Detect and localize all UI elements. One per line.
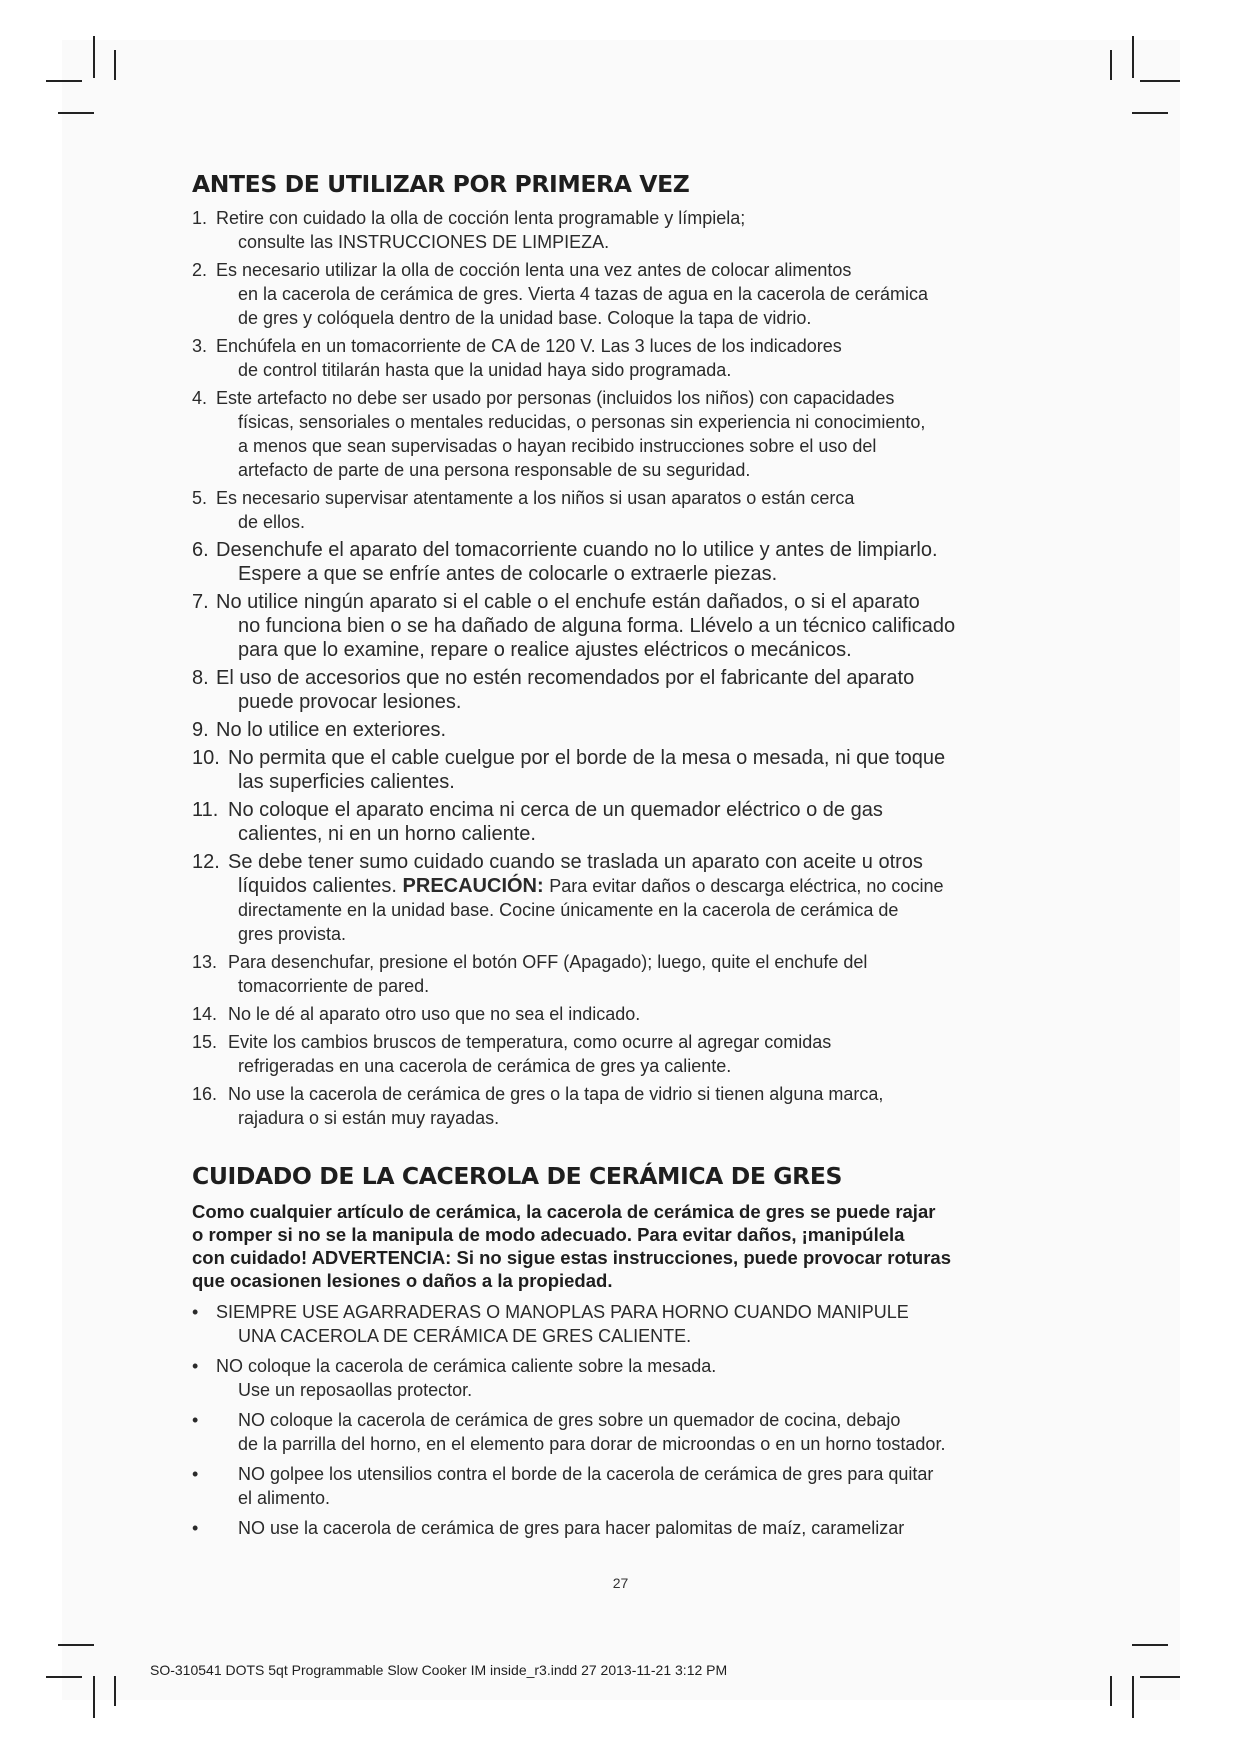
item-number: 16. — [192, 1084, 218, 1104]
item-number: 6. — [192, 539, 209, 561]
crop-mark — [114, 50, 116, 80]
bullet-item — [192, 1408, 1052, 1456]
item-text: rajadura o si están muy rayadas. — [238, 1108, 500, 1128]
document-content — [192, 170, 1052, 1546]
item-text: las superficies calientes. — [238, 771, 455, 793]
list-item — [192, 950, 1052, 998]
bullet-text: de la parrilla del horno, en el elemento para dorar de microondas o en un horno tostador. — [238, 1434, 946, 1454]
list-item — [192, 666, 1052, 714]
item-text: No lo utilice en exteriores. — [216, 719, 447, 741]
bullet-text: el alimento. — [238, 1488, 331, 1508]
bullet-item — [192, 1354, 1052, 1402]
bullet-text: NO coloque la cacerola de cerámica caliente sobre la mesada. — [216, 1356, 717, 1376]
item-number: 8. — [192, 667, 209, 689]
crop-mark — [1140, 80, 1180, 82]
bullet-text: UNA CACEROLA DE CERÁMICA DE GRES CALIENTE. — [238, 1326, 692, 1346]
crop-mark — [1132, 36, 1134, 78]
item-number: 11. — [192, 799, 219, 821]
item-text: Espere a que se enfríe antes de colocarle o extraerle piezas. — [238, 563, 778, 585]
item-text: Es necesario supervisar atentamente a los niños si usan aparatos o están cerca — [216, 488, 855, 508]
section-title-antes: ANTES DE UTILIZAR POR PRIMERA VEZ — [192, 170, 690, 198]
list-item — [192, 386, 1052, 482]
item-text: Para desenchufar, presione el botón OFF (Apagado); luego, quite el enchufe del — [228, 952, 868, 972]
item-text: Desenchufe el aparato del tomacorriente cuando no lo utilice y antes de limpiarlo. — [216, 539, 938, 561]
list-item — [192, 746, 1052, 794]
list-item — [192, 486, 1052, 534]
list-item — [192, 538, 1052, 586]
item-text: físicas, sensoriales o mentales reducidas, o personas sin experiencia ni conocimiento, — [238, 412, 926, 432]
item-text: No permita que el cable cuelgue por el borde de la mesa o mesada, ni que toque — [228, 747, 946, 769]
item-text: gres provista. — [238, 924, 347, 944]
crop-mark — [1132, 1644, 1168, 1646]
crop-mark — [1140, 1676, 1180, 1678]
item-number: 7. — [192, 591, 209, 613]
item-text: No le dé al aparato otro uso que no sea el indicado. — [228, 1004, 641, 1024]
item-text: artefacto de parte de una persona responsable de su seguridad. — [238, 460, 751, 480]
crop-mark — [93, 1676, 95, 1718]
item-text: calientes, ni en un horno caliente. — [238, 823, 536, 845]
item-text: Se debe tener sumo cuidado cuando se traslada un aparato con aceite u otros — [228, 851, 923, 873]
item-number: 13. — [192, 952, 218, 972]
list-item — [192, 718, 1052, 742]
item-number: 14. — [192, 1004, 218, 1024]
item-text: No coloque el aparato encima ni cerca de un quemador eléctrico o de gas — [228, 799, 883, 821]
list-item — [192, 258, 1052, 330]
item-text: de ellos. — [238, 512, 306, 532]
item-text: El uso de accesorios que no estén recomendados por el fabricante del aparato — [216, 667, 915, 689]
list-item — [192, 1002, 1052, 1026]
list-item — [192, 850, 1052, 946]
item-text: consulte las INSTRUCCIONES DE LIMPIEZA. — [238, 232, 610, 252]
warning-intro — [192, 1200, 1052, 1292]
instructions-list — [192, 206, 1052, 1130]
item-text: de gres y colóquela dentro de la unidad base. Coloque la tapa de vidrio. — [238, 308, 812, 328]
list-item — [192, 1082, 1052, 1130]
item-text: Este artefacto no debe ser usado por personas (incluidos los niños) con capacidades — [216, 388, 895, 408]
item-number: 10. — [192, 747, 220, 769]
item-text — [238, 874, 1052, 898]
bullet-item — [192, 1300, 1052, 1348]
crop-mark — [1132, 112, 1168, 114]
precaution-label: PRECAUCIÓN: — [402, 875, 544, 897]
item-text-segment: líquidos calientes. — [238, 875, 397, 897]
item-number: 1. — [192, 208, 208, 228]
bullet-text: NO use la cacerola de cerámica de gres para hacer palomitas de maíz, caramelizar — [238, 1518, 905, 1538]
bullet-text: NO coloque la cacerola de cerámica de gres sobre un quemador de cocina, debajo — [238, 1410, 901, 1430]
page-number: 27 — [612, 1575, 629, 1591]
intro-line: Como cualquier artículo de cerámica, la cacerola de cerámica de gres se puede rajar — [192, 1201, 936, 1222]
item-number: 15. — [192, 1032, 218, 1052]
intro-line: o romper si no se la manipula de modo adecuado. Para evitar daños, ¡manipúlela — [192, 1224, 905, 1245]
item-text: Evite los cambios bruscos de temperatura, como ocurre al agregar comidas — [228, 1032, 832, 1052]
item-text-segment: Para evitar daños o descarga eléctrica, no cocine — [549, 876, 944, 896]
bullet-icon: • — [192, 1464, 199, 1484]
item-text: Enchúfela en un tomacorriente de CA de 120 V. Las 3 luces de los indicadores — [216, 336, 842, 356]
item-text: directamente en la unidad base. Cocine únicamente en la cacerola de cerámica de — [238, 900, 899, 920]
crop-mark — [58, 112, 94, 114]
bullet-icon: • — [192, 1518, 199, 1538]
item-text: puede provocar lesiones. — [238, 691, 462, 713]
crop-mark — [1132, 1676, 1134, 1718]
bullet-item — [192, 1516, 1052, 1540]
bullet-icon: • — [192, 1410, 199, 1430]
crop-mark — [1110, 1676, 1112, 1706]
item-text: no funciona bien o se ha dañado de alguna forma. Llévelo a un técnico calificado — [238, 615, 956, 637]
bullet-item — [192, 1462, 1052, 1510]
intro-line: con cuidado! ADVERTENCIA: Si no sigue estas instrucciones, puede provocar roturas — [192, 1247, 951, 1268]
crop-mark — [114, 1676, 116, 1706]
item-text: No utilice ningún aparato si el cable o el enchufe están dañados, o si el aparato — [216, 591, 920, 613]
crop-mark — [58, 1644, 94, 1646]
item-number: 2. — [192, 260, 208, 280]
list-item — [192, 1030, 1052, 1078]
bullet-text: NO golpee los utensilios contra el borde de la cacerola de cerámica de gres para quitar — [238, 1464, 934, 1484]
intro-line: que ocasionen lesiones o daños a la propiedad. — [192, 1270, 613, 1291]
crop-mark — [46, 1676, 82, 1678]
item-text: para que lo examine, repare o realice ajustes eléctricos o mecánicos. — [238, 639, 852, 661]
list-item — [192, 334, 1052, 382]
bullet-icon: • — [192, 1302, 199, 1322]
list-item — [192, 590, 1052, 662]
item-text: Es necesario utilizar la olla de cocción lenta una vez antes de colocar alimentos — [216, 260, 852, 280]
item-text: de control titilarán hasta que la unidad haya sido programada. — [238, 360, 732, 380]
print-footer: SO-310541 DOTS 5qt Programmable Slow Cooker IM inside_r3.indd 27 2013-11-21 3:12 PM — [150, 1662, 728, 1678]
item-number: 4. — [192, 388, 208, 408]
item-text: a menos que sean supervisadas o hayan recibido instrucciones sobre el uso del — [238, 436, 877, 456]
crop-mark — [46, 80, 82, 82]
list-item — [192, 206, 1052, 254]
item-text: No use la cacerola de cerámica de gres o la tapa de vidrio si tienen alguna marca, — [228, 1084, 884, 1104]
care-bullet-list — [192, 1300, 1052, 1540]
item-number: 3. — [192, 336, 208, 356]
section-title-cuidado: CUIDADO DE LA CACEROLA DE CERÁMICA DE GRES — [192, 1162, 843, 1190]
item-text: en la cacerola de cerámica de gres. Vierta 4 tazas de agua en la cacerola de cerámica — [238, 284, 929, 304]
crop-mark — [1110, 50, 1112, 80]
item-text: tomacorriente de pared. — [238, 976, 430, 996]
item-number: 5. — [192, 488, 208, 508]
bullet-text: Use un reposaollas protector. — [238, 1380, 473, 1400]
item-text: refrigeradas en una cacerola de cerámica de gres ya caliente. — [238, 1056, 732, 1076]
bullet-text: SIEMPRE USE AGARRADERAS O MANOPLAS PARA HORNO CUANDO MANIPULE — [216, 1302, 909, 1322]
item-number: 9. — [192, 719, 209, 741]
crop-mark — [93, 36, 95, 78]
item-text: Retire con cuidado la olla de cocción lenta programable y límpiela; — [216, 208, 746, 228]
bullet-icon: • — [192, 1356, 199, 1376]
list-item — [192, 798, 1052, 846]
item-number: 12. — [192, 851, 220, 873]
